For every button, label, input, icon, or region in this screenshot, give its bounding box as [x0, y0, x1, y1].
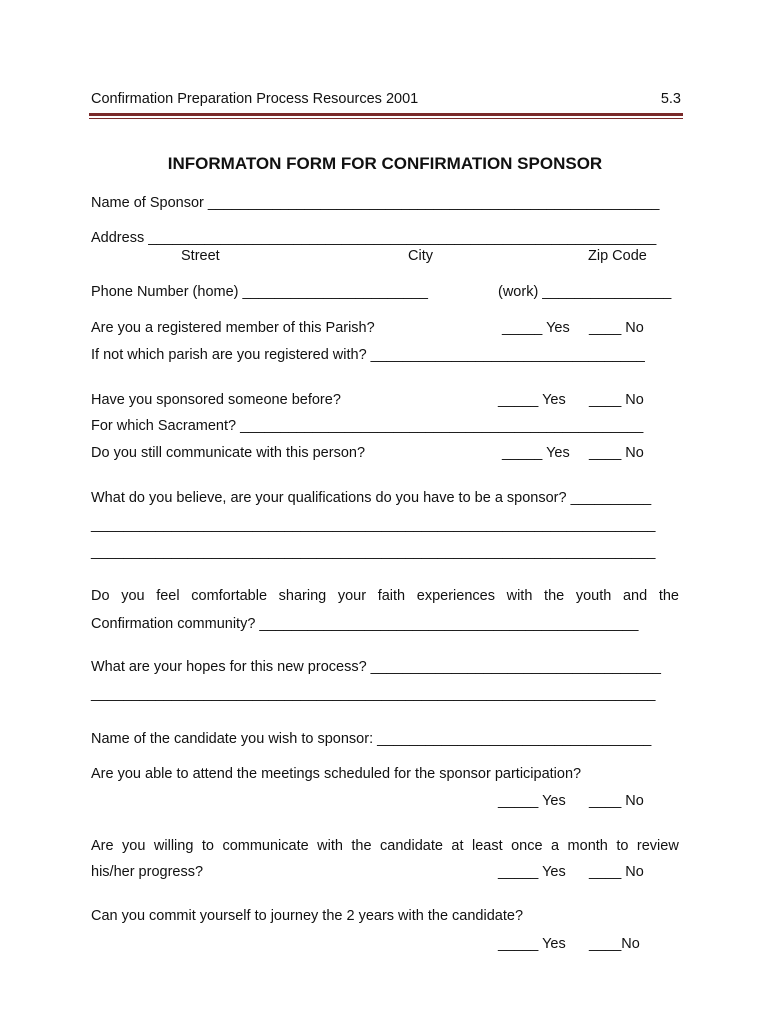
word: the [544, 588, 565, 604]
willing-question-continued: his/her progress? [91, 864, 204, 880]
attend-question: Are you able to attend the meetings scheduled for the sponsor participation? [91, 766, 582, 782]
page-header [91, 91, 681, 107]
address-field[interactable]: Address _______________________________________________________________ [91, 230, 657, 246]
registered-yes-option[interactable]: _____ Yes [502, 320, 570, 336]
word: communicate [222, 838, 309, 854]
word: Do [91, 588, 110, 604]
word: with [506, 588, 533, 604]
sponsored-no-option[interactable]: ____ No [589, 392, 644, 408]
address-zip-label: Zip Code [588, 248, 647, 264]
comfortable-question [91, 588, 679, 604]
hopes-answer-line[interactable]: ______________________________________________________________________ [91, 686, 656, 702]
attend-yes-option[interactable]: _____ Yes [498, 793, 566, 809]
which-parish-field[interactable]: If not which parish are you registered with? __________________________________ [91, 347, 645, 363]
sacrament-field[interactable]: For which Sacrament? __________________________________________________ [91, 418, 644, 434]
word: a [551, 838, 560, 854]
word: willing [153, 838, 194, 854]
qualifications-answer-line-1[interactable]: ______________________________________________________________________ [91, 517, 656, 533]
header-rule-thick [89, 113, 683, 116]
willing-yes-option[interactable]: _____ Yes [498, 864, 566, 880]
word: month [567, 838, 608, 854]
word: faith [377, 588, 406, 604]
attend-no-option[interactable]: ____ No [589, 793, 644, 809]
communicate-no-option[interactable]: ____ No [589, 445, 644, 461]
word: to [616, 838, 629, 854]
word: review [636, 838, 679, 854]
hopes-question[interactable]: What are your hopes for this new process? ____________________________________ [91, 659, 661, 675]
header-rule-thin [89, 118, 683, 119]
willing-no-option[interactable]: ____ No [589, 864, 644, 880]
communicate-yes-option[interactable]: _____ Yes [502, 445, 570, 461]
address-city-label: City [408, 248, 433, 264]
registered-no-option[interactable]: ____ No [589, 320, 644, 336]
word: with [317, 838, 343, 854]
qualifications-question[interactable]: What do you believe, are your qualifications do you have to be a sponsor? __________ [91, 490, 652, 506]
comfortable-answer-field[interactable]: Confirmation community? _______________________________________________ [91, 616, 639, 632]
word: Are [91, 838, 114, 854]
word: the [658, 588, 679, 604]
qualifications-answer-line-2[interactable]: ______________________________________________________________________ [91, 544, 656, 560]
word: sharing [278, 588, 327, 604]
word: at [451, 838, 464, 854]
word: you [121, 588, 145, 604]
sponsor-name-field[interactable]: Name of Sponsor ________________________________________________________ [91, 195, 660, 211]
word: to [201, 838, 214, 854]
communicate-question: Do you still communicate with this person? [91, 445, 366, 461]
commit-yes-option[interactable]: _____ Yes [498, 936, 566, 952]
word: youth [575, 588, 612, 604]
word: your [337, 588, 367, 604]
form-title: INFORMATON FORM FOR CONFIRMATION SPONSOR [167, 154, 603, 173]
commit-question: Can you commit yourself to journey the 2 years with the candidate? [91, 908, 524, 924]
header-title: Confirmation Preparation Process Resources 2001 [91, 91, 419, 107]
willing-question [91, 838, 679, 854]
phone-home-field[interactable]: Phone Number (home) _______________________ [91, 284, 428, 300]
header-page-number: 5.3 [660, 91, 681, 107]
word: comfortable [191, 588, 268, 604]
word: the [351, 838, 372, 854]
address-street-label: Street [181, 248, 220, 264]
word: once [511, 838, 543, 854]
registered-question: Are you a registered member of this Parish? [91, 320, 375, 336]
phone-work-field[interactable]: (work) ________________ [498, 284, 672, 300]
word: least [471, 838, 503, 854]
word: experiences [416, 588, 495, 604]
sponsored-yes-option[interactable]: _____ Yes [498, 392, 566, 408]
candidate-name-field[interactable]: Name of the candidate you wish to sponsor: __________________________________ [91, 731, 652, 747]
word: you [122, 838, 146, 854]
sponsored-question: Have you sponsored someone before? [91, 392, 341, 408]
word: and [622, 588, 648, 604]
commit-no-option[interactable]: ____No [589, 936, 640, 952]
word: feel [156, 588, 180, 604]
word: candidate [380, 838, 443, 854]
